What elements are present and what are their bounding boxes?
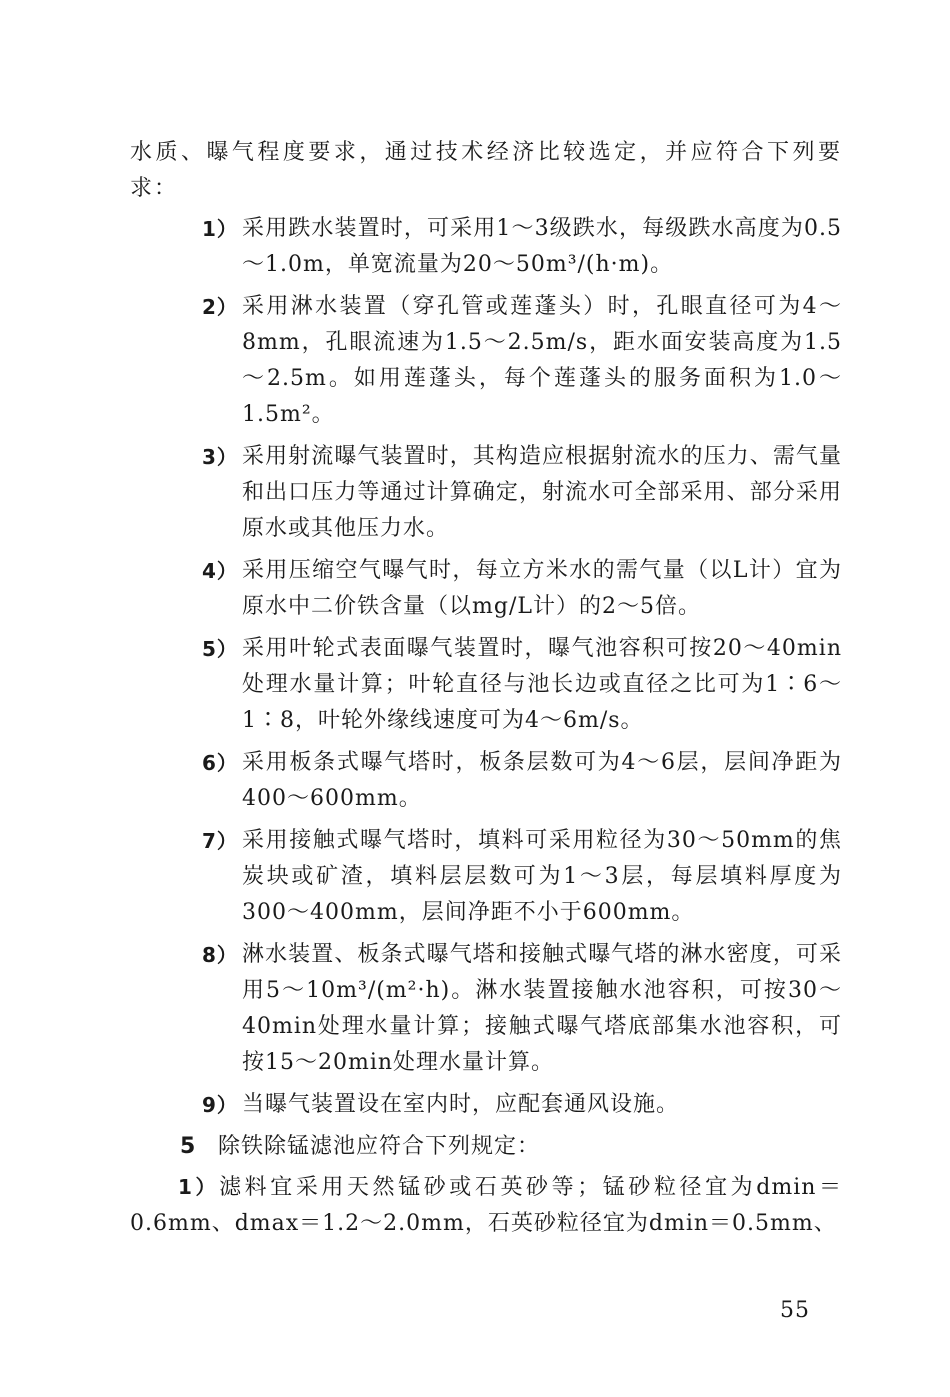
requirement-list [130,211,842,1242]
section-number: 5 [180,1134,197,1159]
item-text: 采用叶轮式表面曝气装置时，曝气池容积可按20～40min处理水量计算；叶轮直径与池长边或直径之比可为1∶6～1∶8，叶轮外缘线速度可为4～6m/s。 [242,636,842,733]
item-number: 5） [202,637,238,661]
item-text: 淋水装置、板条式曝气塔和接触式曝气塔的淋水密度，可采用5～10m³/(m²·h)。淋水装置接触水池容积，可按30～40min处理水量计算；接触式曝气塔底部集水池容积，可按15～20min处理水量计算。 [242,942,842,1075]
list-item [130,289,842,433]
list-item [130,553,842,625]
section-heading [130,1129,842,1165]
intro-paragraph: 水质、曝气程度要求，通过技术经济比较选定，并应符合下列要求： [130,140,842,201]
sub-number: 1） [178,1175,220,1199]
item-number: 9） [202,1093,238,1117]
section-text: 除铁除锰滤池应符合下列规定： [218,1134,541,1159]
list-item [130,937,842,1081]
item-number: 7） [202,829,238,853]
list-item [130,631,842,739]
item-text: 采用射流曝气装置时，其构造应根据射流水的压力、需气量和出口压力等通过计算确定，射流水可全部采用、部分采用原水或其他压力水。 [242,444,842,541]
item-text: 当曝气装置设在室内时，应配套通风设施。 [242,1092,680,1117]
item-number: 3） [202,445,238,469]
sub-paragraph [130,1169,842,1242]
item-number: 8） [202,943,238,967]
item-number: 6） [202,751,238,775]
list-item [130,745,842,817]
sub-text: 滤料宜采用天然锰砂或石英砂等；锰砂粒径宜为dmin＝0.6mm、dmax＝1.2～2.0mm，石英砂粒径宜为dmin＝0.5mm、 [130,1175,842,1236]
page-number: 55 [780,1298,810,1323]
item-text: 采用跌水装置时，可采用1～3级跌水，每级跌水高度为0.5～1.0m，单宽流量为20～50m³/(h·m)。 [242,216,842,277]
list-item [130,439,842,547]
item-text: 采用板条式曝气塔时，板条层数可为4～6层，层间净距为400～600mm。 [242,750,842,811]
item-number: 1） [202,217,238,241]
list-item [130,1087,842,1123]
item-number: 2） [202,295,238,319]
list-item [130,823,842,931]
item-text: 采用淋水装置（穿孔管或莲蓬头）时，孔眼直径可为4～8mm，孔眼流速为1.5～2.5m/s，距水面安装高度为1.5～2.5m。如用莲蓬头，每个莲蓬头的服务面积为1.0～1.5m²。 [242,294,842,427]
item-text: 采用压缩空气曝气时，每立方米水的需气量（以L计）宜为原水中二价铁含量（以mg/L计）的2～5倍。 [242,558,842,619]
list-item [130,211,842,283]
item-text: 采用接触式曝气塔时，填料可采用粒径为30～50mm的焦炭块或矿渣，填料层层数可为1～3层，每层填料厚度为300～400mm，层间净距不小于600mm。 [242,828,842,925]
item-number: 4） [202,559,238,583]
